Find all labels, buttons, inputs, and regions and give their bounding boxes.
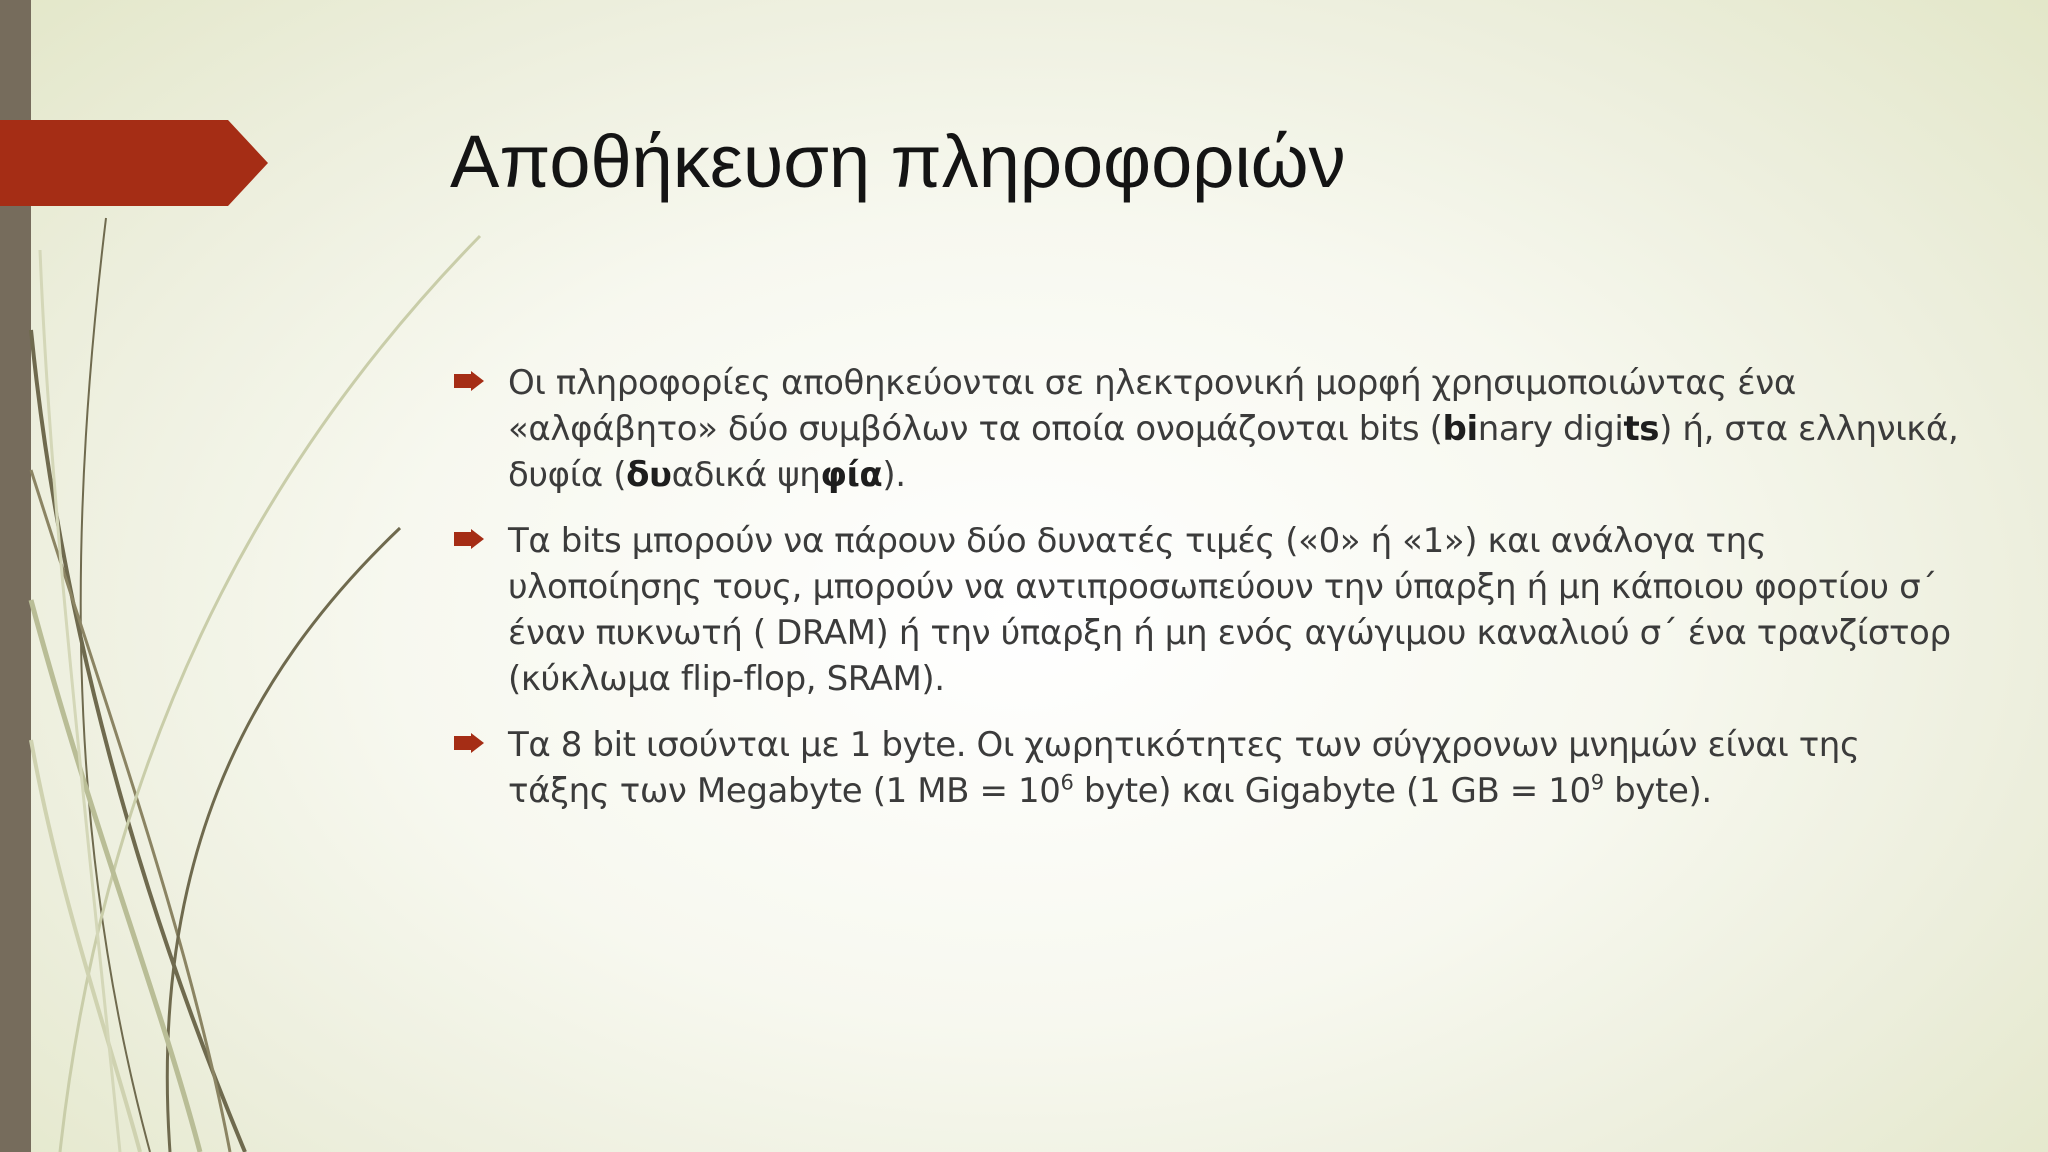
text-segment: nary digi (1477, 409, 1624, 449)
slide-title: Αποθήκευση πληροφοριών (450, 120, 1346, 203)
bullet-list (450, 360, 1970, 834)
bullet-text (508, 518, 1970, 702)
text-segment: byte). (1603, 771, 1712, 811)
bold-text-segment: bi (1442, 409, 1478, 449)
bullet-item (450, 722, 1970, 814)
bold-text-segment: φία (820, 455, 883, 495)
text-segment: Οι πληροφορίες αποθηκεύονται σε ηλεκτρονική μορφή χρησιμοποιώντας ένα «αλφάβητο» δύο συμβόλων τα οποία ονομάζονται bits ( (508, 363, 1796, 449)
text-segment: αδικά ψη (671, 455, 821, 495)
text-segment: Τα 8 bit ισούνται με 1 byte. Οι χωρητικότητες των σύγχρονων μνημών είναι της τάξης των Megabyte (1 MB = 10 (508, 725, 1860, 811)
text-segment: ). (882, 455, 906, 495)
bullet-item (450, 360, 1970, 498)
superscript-segment: 6 (1060, 770, 1074, 795)
bullet-item (450, 518, 1970, 702)
arrow-bullet-icon (454, 733, 484, 753)
bullet-text (508, 722, 1970, 814)
superscript-segment: 9 (1590, 770, 1604, 795)
bold-text-segment: ts (1623, 409, 1660, 449)
arrow-bullet-icon (454, 371, 484, 391)
text-segment: ) ή, στα ελληνικά, δυφία ( (508, 409, 1959, 495)
bold-text-segment: δυ (626, 455, 672, 495)
text-segment: Τα bits μπορούν να πάρουν δύο δυνατές τιμές («0» ή «1») και ανάλογα της υλοποίησης τους, μπορούν να αντιπροσωπεύουν την ύπαρξη ή μη κάποιου φορτίου σ΄ έναν πυκνωτή ( DRAM) ή την ύπαρξη ή μη ενός αγώγιμου καναλιού σ΄ ένα τρανζίστορ (κύκλωμα flip-flop, SRAM). (508, 521, 1951, 699)
title-accent-arrow (0, 120, 270, 206)
bullet-text (508, 360, 1970, 498)
arrow-bullet-icon (454, 529, 484, 549)
text-segment: byte) και Gigabyte (1 GB = 10 (1073, 771, 1591, 811)
